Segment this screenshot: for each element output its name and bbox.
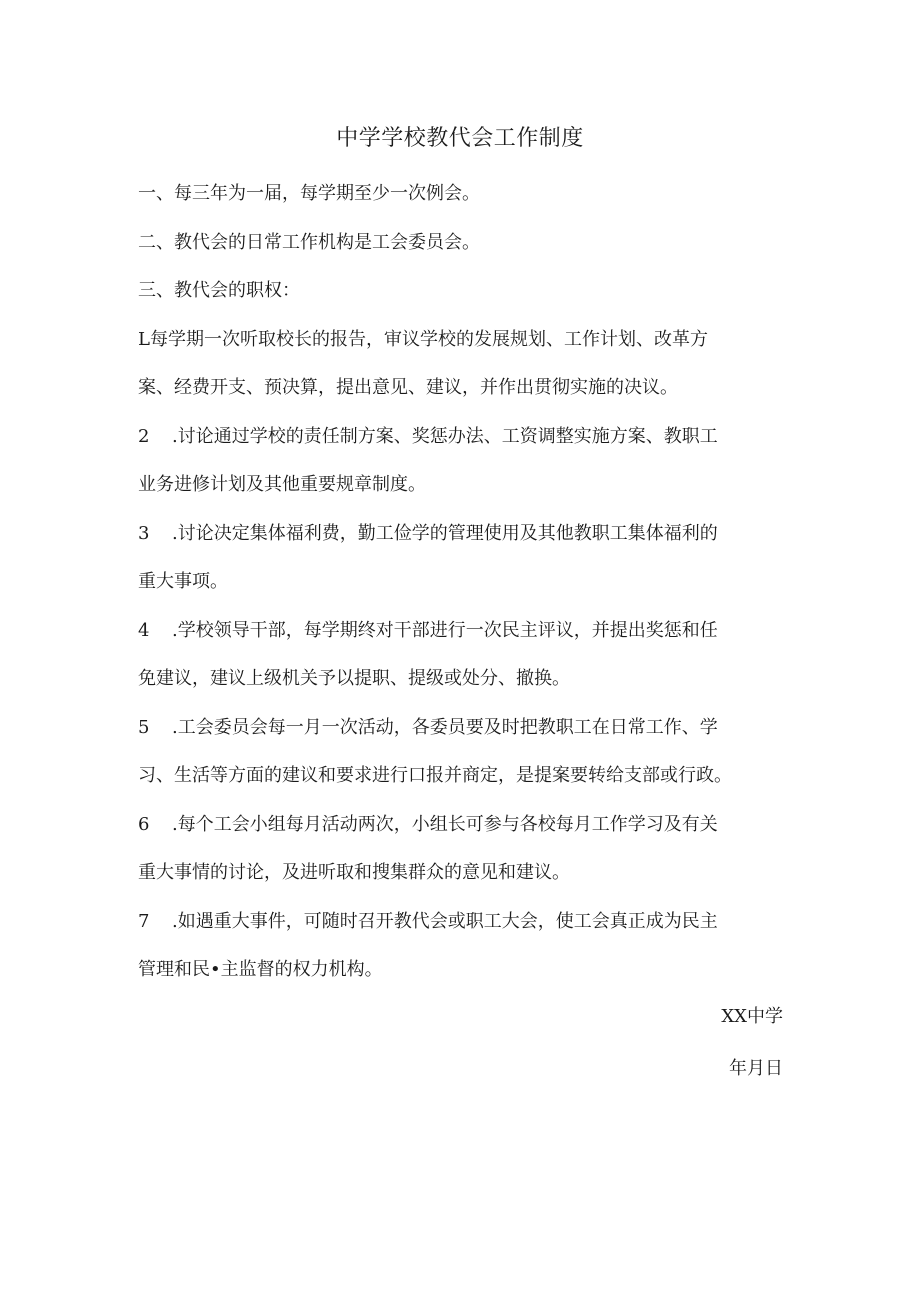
item-6-line-2: 重大事情的讨论，及进听取和搜集群众的意见和建议。	[138, 862, 570, 883]
item-number: 2	[138, 425, 150, 447]
signature-date: 年月日	[729, 1058, 783, 1079]
item-text: .每个工会小组每月活动两次，小组长可参与各校每月工作学习及有关	[172, 813, 718, 835]
item-5-line-1	[138, 704, 788, 753]
item-number: 4	[138, 619, 150, 641]
item-number: 6	[138, 813, 150, 835]
item-text: .讨论通过学校的责任制方案、奖惩办法、工资调整实施方案、教职工	[172, 425, 718, 447]
list-item	[138, 413, 788, 510]
item-4-line-2: 免建议，建议上级机关予以提职、提级或处分、撤换。	[138, 668, 570, 689]
item-text: .学校领导干部，每学期终对干部进行一次民主评议，并提出奖惩和任	[172, 619, 718, 641]
list-item	[138, 898, 788, 995]
list-item	[138, 607, 788, 704]
item-text: .工会委员会每一月一次活动，各委员要及时把教职工在日常工作、学	[172, 716, 718, 738]
list-item	[138, 510, 788, 607]
item-number: 7	[138, 910, 150, 932]
item-2-line-2: 业务进修计划及其他重要规章制度。	[138, 474, 426, 495]
list-item	[138, 316, 788, 413]
item-text: .讨论决定集体福利费，勤工俭学的管理使用及其他教职工集体福利的	[172, 522, 718, 544]
document-title: 中学学校教代会工作制度	[336, 126, 584, 151]
signature-organization: XX中学	[721, 1006, 783, 1027]
intro-line-1: 一、每三年为一届，每学期至少一次例会。	[138, 183, 480, 204]
item-1-line-2: 案、经费开支、预决算，提出意见、建议，并作出贯彻实施的决议。	[138, 377, 678, 398]
item-6-line-1	[138, 801, 788, 850]
item-number: 3	[138, 522, 150, 544]
item-text: .如遇重大事件，可随时召开教代会或职工大会，使工会真正成为民主	[172, 910, 718, 932]
list-item	[138, 704, 788, 801]
item-number: 5	[138, 716, 150, 738]
item-5-line-2: 习、生活等方面的建议和要求进行口报并商定，是提案要转给支部或行政。	[138, 765, 732, 786]
item-2-line-1	[138, 413, 788, 462]
item-4-line-1	[138, 607, 788, 656]
item-7-line-2: 管理和民•主监督的权力机构。	[138, 959, 383, 980]
item-7-line-1	[138, 898, 788, 947]
document-body	[138, 170, 788, 995]
intro-line-2: 二、教代会的日常工作机构是工会委员会。	[138, 231, 480, 253]
item-3-line-2: 重大事项。	[138, 571, 228, 592]
intro-line-3: 三、教代会的职权：	[138, 280, 300, 301]
item-1-line-1: L每学期一次听取校长的报告，审议学校的发展规划、工作计划、改革方	[138, 328, 708, 350]
item-3-line-1	[138, 510, 788, 559]
list-item	[138, 801, 788, 898]
